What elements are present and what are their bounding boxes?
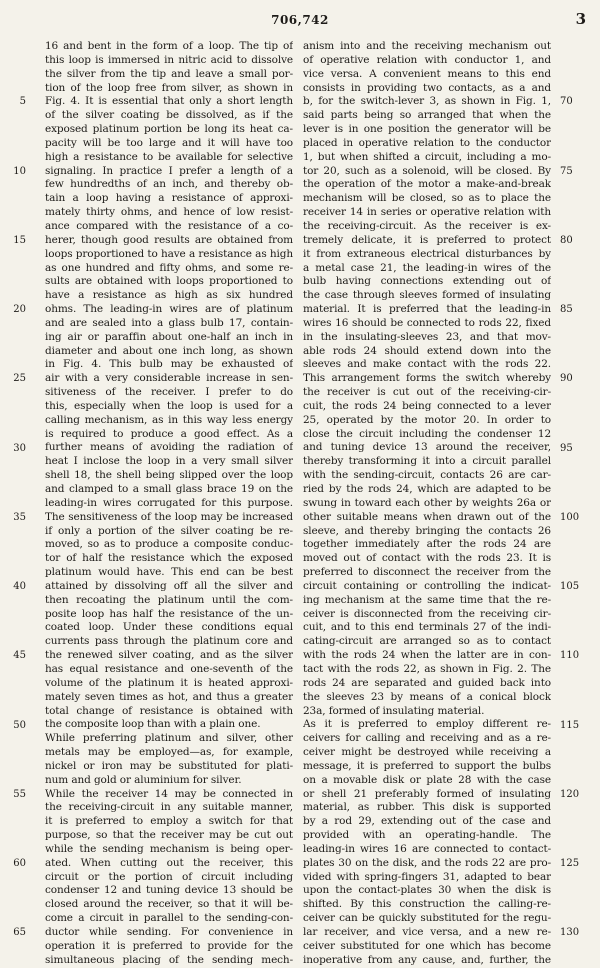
text-line: operation it is preferred to provide for the [45,939,293,952]
line-number: 90 [560,373,573,385]
text-line: ated. When cutting out the receiver, this [45,856,293,869]
text-line: sults are obtained with loops proportioned to [45,275,293,288]
text-line: placed in operative relation to the conductor [303,136,551,149]
text-line: inoperative from any cause, and, further, the [303,953,551,966]
text-line: posite loop has half the resistance of the un- [45,607,293,620]
text-line: ceiver might be destroyed while receiving a [303,746,551,759]
text-line: with the sending-circuit, contacts 26 are car- [303,469,551,482]
text-line: anism into and the receiving mechanism out [303,40,551,52]
line-number: 95 [560,442,573,454]
text-line: air with a very considerable increase in sen- [45,372,293,385]
line-number: 105 [560,581,580,593]
text-line: The sensitiveness of the loop may be increased [45,510,293,523]
text-line: tain a loop having a resistance of approxi- [45,192,293,205]
text-line: cating-circuit are arranged so as to contact [303,635,551,648]
text-line: said parts being so arranged that when the [303,109,551,122]
text-line: diameter and about one inch long, as shown [45,344,293,357]
line-number: 60 [13,858,26,870]
text-line: calling mechanism, as in this way less energy [45,413,293,426]
text-line: platinum would have. This end can be best [45,566,293,579]
line-number: 70 [560,96,573,108]
text-line: has equal resistance and one-seventh of the [45,662,293,675]
text-line: signaling. In practice I prefer a length of a [45,164,293,177]
text-line: the receiver is cut out of the receiving-cir- [303,386,551,399]
text-line: ceiver can be quickly substituted for the regu- [303,912,551,925]
text-line: and clamped to a small glass brace 19 on the [45,483,293,495]
text-line: it is preferred to employ a switch for that [45,815,293,828]
text-line: herer, though good results are obtained from [45,233,293,246]
text-line: closed around the receiver, so that it will be- [45,898,293,911]
text-line: of operative relation with conductor 1, and [303,53,551,66]
line-number: 85 [560,304,573,316]
text-line: As it is preferred to employ different re- [303,718,551,731]
text-line: moved, so as to produce a composite conduc- [45,538,293,551]
text-line: a metal case 21, the leading-in wires of the [303,261,551,274]
line-number: 55 [13,788,26,800]
text-line: the sleeves 23 by means of a conical block [303,690,551,703]
text-line: currents pass through the platinum core and [45,635,293,648]
text-line: ried by the rods 24, which are adapted to be [303,483,551,495]
text-line: mately thirty ohms, and hence of low resist- [45,206,293,219]
text-line: able rods 24 should extend down into the [303,344,551,357]
text-line: this loop is immersed in nitric acid to dissolve [45,53,293,66]
text-line: simultaneous placing of the sending mech- [45,953,293,966]
line-number: 40 [13,581,26,593]
text-line: circuit containing or controlling the indicat- [303,579,551,592]
line-number: 110 [560,650,580,662]
line-number: 50 [13,719,26,731]
line-number: 80 [560,234,573,246]
text-line: mately seven times as hot, and thus a greater [45,690,293,703]
text-line: This arrangement forms the switch whereby [303,372,551,385]
text-line: 23a, formed of insulating material. [303,704,485,717]
text-line: pacity will be too large and it will have too [45,136,293,149]
text-line: with the rods 24 when the latter are in con- [303,649,551,662]
text-line: while the sending mechanism is being oper- [45,842,293,855]
text-line: metals may be employed—as, for example, [45,746,293,759]
text-line: 16 and bent in the form of a loop. The tip of [45,40,293,52]
text-line: is required to produce a good effect. As a [45,427,293,440]
text-line: high a resistance to be available for selective [45,150,293,163]
text-line: lar receiver, and vice versa, and a new re- [303,926,551,938]
line-number: 20 [13,304,26,316]
text-line: swung in toward each other by weights 26a or [303,496,551,509]
text-line: of the silver coating be dissolved, as if the [45,109,293,122]
text-line: b, for the switch-lever 3, as shown in Fig. 1, [303,95,551,108]
text-line: this, especially when the loop is used for a [45,399,293,412]
text-line: loops proportioned to have a resistance as high [45,247,293,260]
text-line: purpose, so that the receiver may be cut out [45,829,293,842]
text-line: coated loop. Under these conditions equal [45,621,293,634]
text-line: as one hundred and fifty ohms, and some re- [45,261,293,274]
text-line: plates 30 on the disk, and the rods 22 are pro- [303,856,551,869]
text-line: it from extraneous electrical disturbances by [303,247,551,260]
text-line: 25, operated by the motor 20. In order to [303,413,551,426]
text-line: ohms. The leading-in wires are of platinum [45,303,293,316]
text-line: sitiveness of the receiver. I prefer to do [45,386,293,399]
text-line: vice versa. A convenient means to this end [303,67,551,80]
text-line: in the insulating-sleeves 23, and that mov- [303,330,551,343]
line-number: 10 [13,165,26,177]
text-line: the operation of the motor a make-and-break [303,178,551,191]
text-line: sleeves and make contact with the rods 22. [303,358,551,371]
text-line: the receiving-circuit in any suitable manner, [45,801,293,814]
text-line: ceiver substituted for one which has become [303,939,551,952]
line-number: 15 [13,234,26,246]
text-line: While preferring platinum and silver, other [45,732,293,745]
text-line: and tuning device 13 around the receiver, [303,441,551,454]
text-line: num and gold or aluminium for silver. [45,773,242,786]
text-line: cuit, and to this end terminals 27 of the indi- [303,621,551,634]
text-line: vided with spring-fingers 31, adapted to bear [303,870,551,883]
text-line: condenser 12 and tuning device 13 should be [45,884,293,897]
text-line: if only a portion of the silver coating be re- [45,524,293,537]
right-text-column [303,40,551,968]
text-line: consists in providing two contacts, as a and [303,81,551,94]
text-line: Fig. 4. It is essential that only a short length [45,95,293,108]
text-line: preferred to disconnect the receiver from the [303,566,551,579]
text-line: few hundredths of an inch, and thereby ob- [45,178,293,191]
text-line: lever is in one position the generator will be [303,123,551,136]
text-line: upon the contact-plates 30 when the disk is [303,884,551,897]
text-line: then recoating the platinum until the com- [45,593,293,606]
text-line: tion of the loop free from silver, as shown in [45,81,293,94]
text-line: come a circuit in parallel to the sending-con- [45,912,293,925]
page-header [0,10,600,30]
text-line: ceiver is disconnected from the receiving cir- [303,607,551,620]
text-line: provided with an operating-handle. The [303,829,551,842]
line-number: 130 [560,927,580,939]
text-line: mechanism will be closed, so as to place the [303,192,551,205]
text-line: the silver from the tip and leave a small por- [45,67,293,80]
text-line: circuit or the portion of circuit including [45,870,293,883]
text-line: rods 24 are separated and guided back into [303,676,551,689]
line-number: 5 [19,96,26,108]
text-line: receiver 14 in series or operative relation with [303,206,551,219]
line-number: 120 [560,788,580,800]
text-line: ing air or paraffin about one-half an inch in [45,330,293,343]
line-number: 125 [560,858,580,870]
line-number: 45 [13,650,26,662]
line-number: 75 [560,165,573,177]
text-line: wires 16 should be connected to rods 22, fixed [303,316,551,329]
text-line: leading-in wires corrugated for this purpose. [45,496,293,509]
line-number: 115 [560,719,580,731]
text-line: volume of the platinum it is heated approxi- [45,676,293,689]
text-line: 1, but when shifted a circuit, including a mo- [303,150,551,163]
text-line: have a resistance as high as six hundred [45,289,293,302]
text-line: other suitable means when drawn out of the [303,510,551,523]
text-line: material. It is preferred that the leading-in [303,303,551,316]
text-line: thereby transforming it into a circuit parallel [303,455,551,468]
text-line: close the circuit including the condenser 12 [303,427,551,440]
text-line: message, it is preferred to support the bulbs [303,759,551,772]
text-line: or shell 21 preferably formed of insulating [303,787,551,800]
text-line: While the receiver 14 may be connected in [45,787,293,800]
left-text-column [45,40,293,968]
text-line: attained by dissolving off all the silver and [45,579,293,592]
text-line: heat I inclose the loop in a very small silver [45,455,293,468]
text-line: exposed platinum portion be long its heat ca- [45,123,293,136]
line-number: 35 [13,511,26,523]
line-number: 25 [13,373,26,385]
text-line: ceivers for calling and receiving and as a re- [303,732,551,745]
text-line: shell 18, the shell being slipped over the loop [45,469,293,482]
text-line: the case through sleeves formed of insulating [303,289,551,302]
text-line: together immediately after the rods 24 are [303,538,551,551]
text-line: moved out of contact with the rods 23. It is [303,552,551,565]
text-line: by a rod 29, extending out of the case and [303,815,551,828]
text-line: leading-in wires 16 are connected to contact- [303,842,551,855]
text-line: on a movable disk or plate 28 with the case [303,773,551,786]
text-line: the renewed silver coating, and as the silver [45,649,293,662]
line-number: 65 [13,927,26,939]
text-line: ance compared with the resistance of a co- [45,219,293,232]
text-line: the composite loop than with a plain one. [45,718,261,731]
text-line: tremely delicate, it is preferred to protect [303,233,551,246]
text-line: in Fig. 4. This bulb may be exhausted of [45,358,293,371]
text-line: ing mechanism at the same time that the re- [303,593,551,606]
text-line: tor 20, such as a solenoid, will be closed. By [303,164,551,177]
text-line: nickel or iron may be substituted for plati- [45,759,293,772]
text-line: bulb having connections extending out of [303,275,551,288]
text-line: tact with the rods 22, as shown in Fig. 2. The [303,662,551,675]
text-line: material, as rubber. This disk is supported [303,801,551,814]
page-number: 3 [575,10,586,28]
text-line: total change of resistance is obtained with [45,704,293,717]
text-line: the receiving-circuit. As the receiver is ex- [303,219,551,232]
text-line: sleeve, and thereby bringing the contacts 26 [303,524,551,537]
text-line: tor of half the resistance which the exposed [45,552,293,565]
text-line: cuit, the rods 24 being connected to a lever [303,399,551,412]
text-line: ductor while sending. For convenience in [45,926,293,938]
text-line: and are sealed into a glass bulb 17, contain- [45,316,293,329]
patent-number: 706,742 [271,13,329,27]
text-line: shifted. By this construction the calling-re- [303,898,551,911]
line-number: 30 [13,442,26,454]
line-number: 100 [560,511,580,523]
text-line: further means of avoiding the radiation of [45,441,293,454]
